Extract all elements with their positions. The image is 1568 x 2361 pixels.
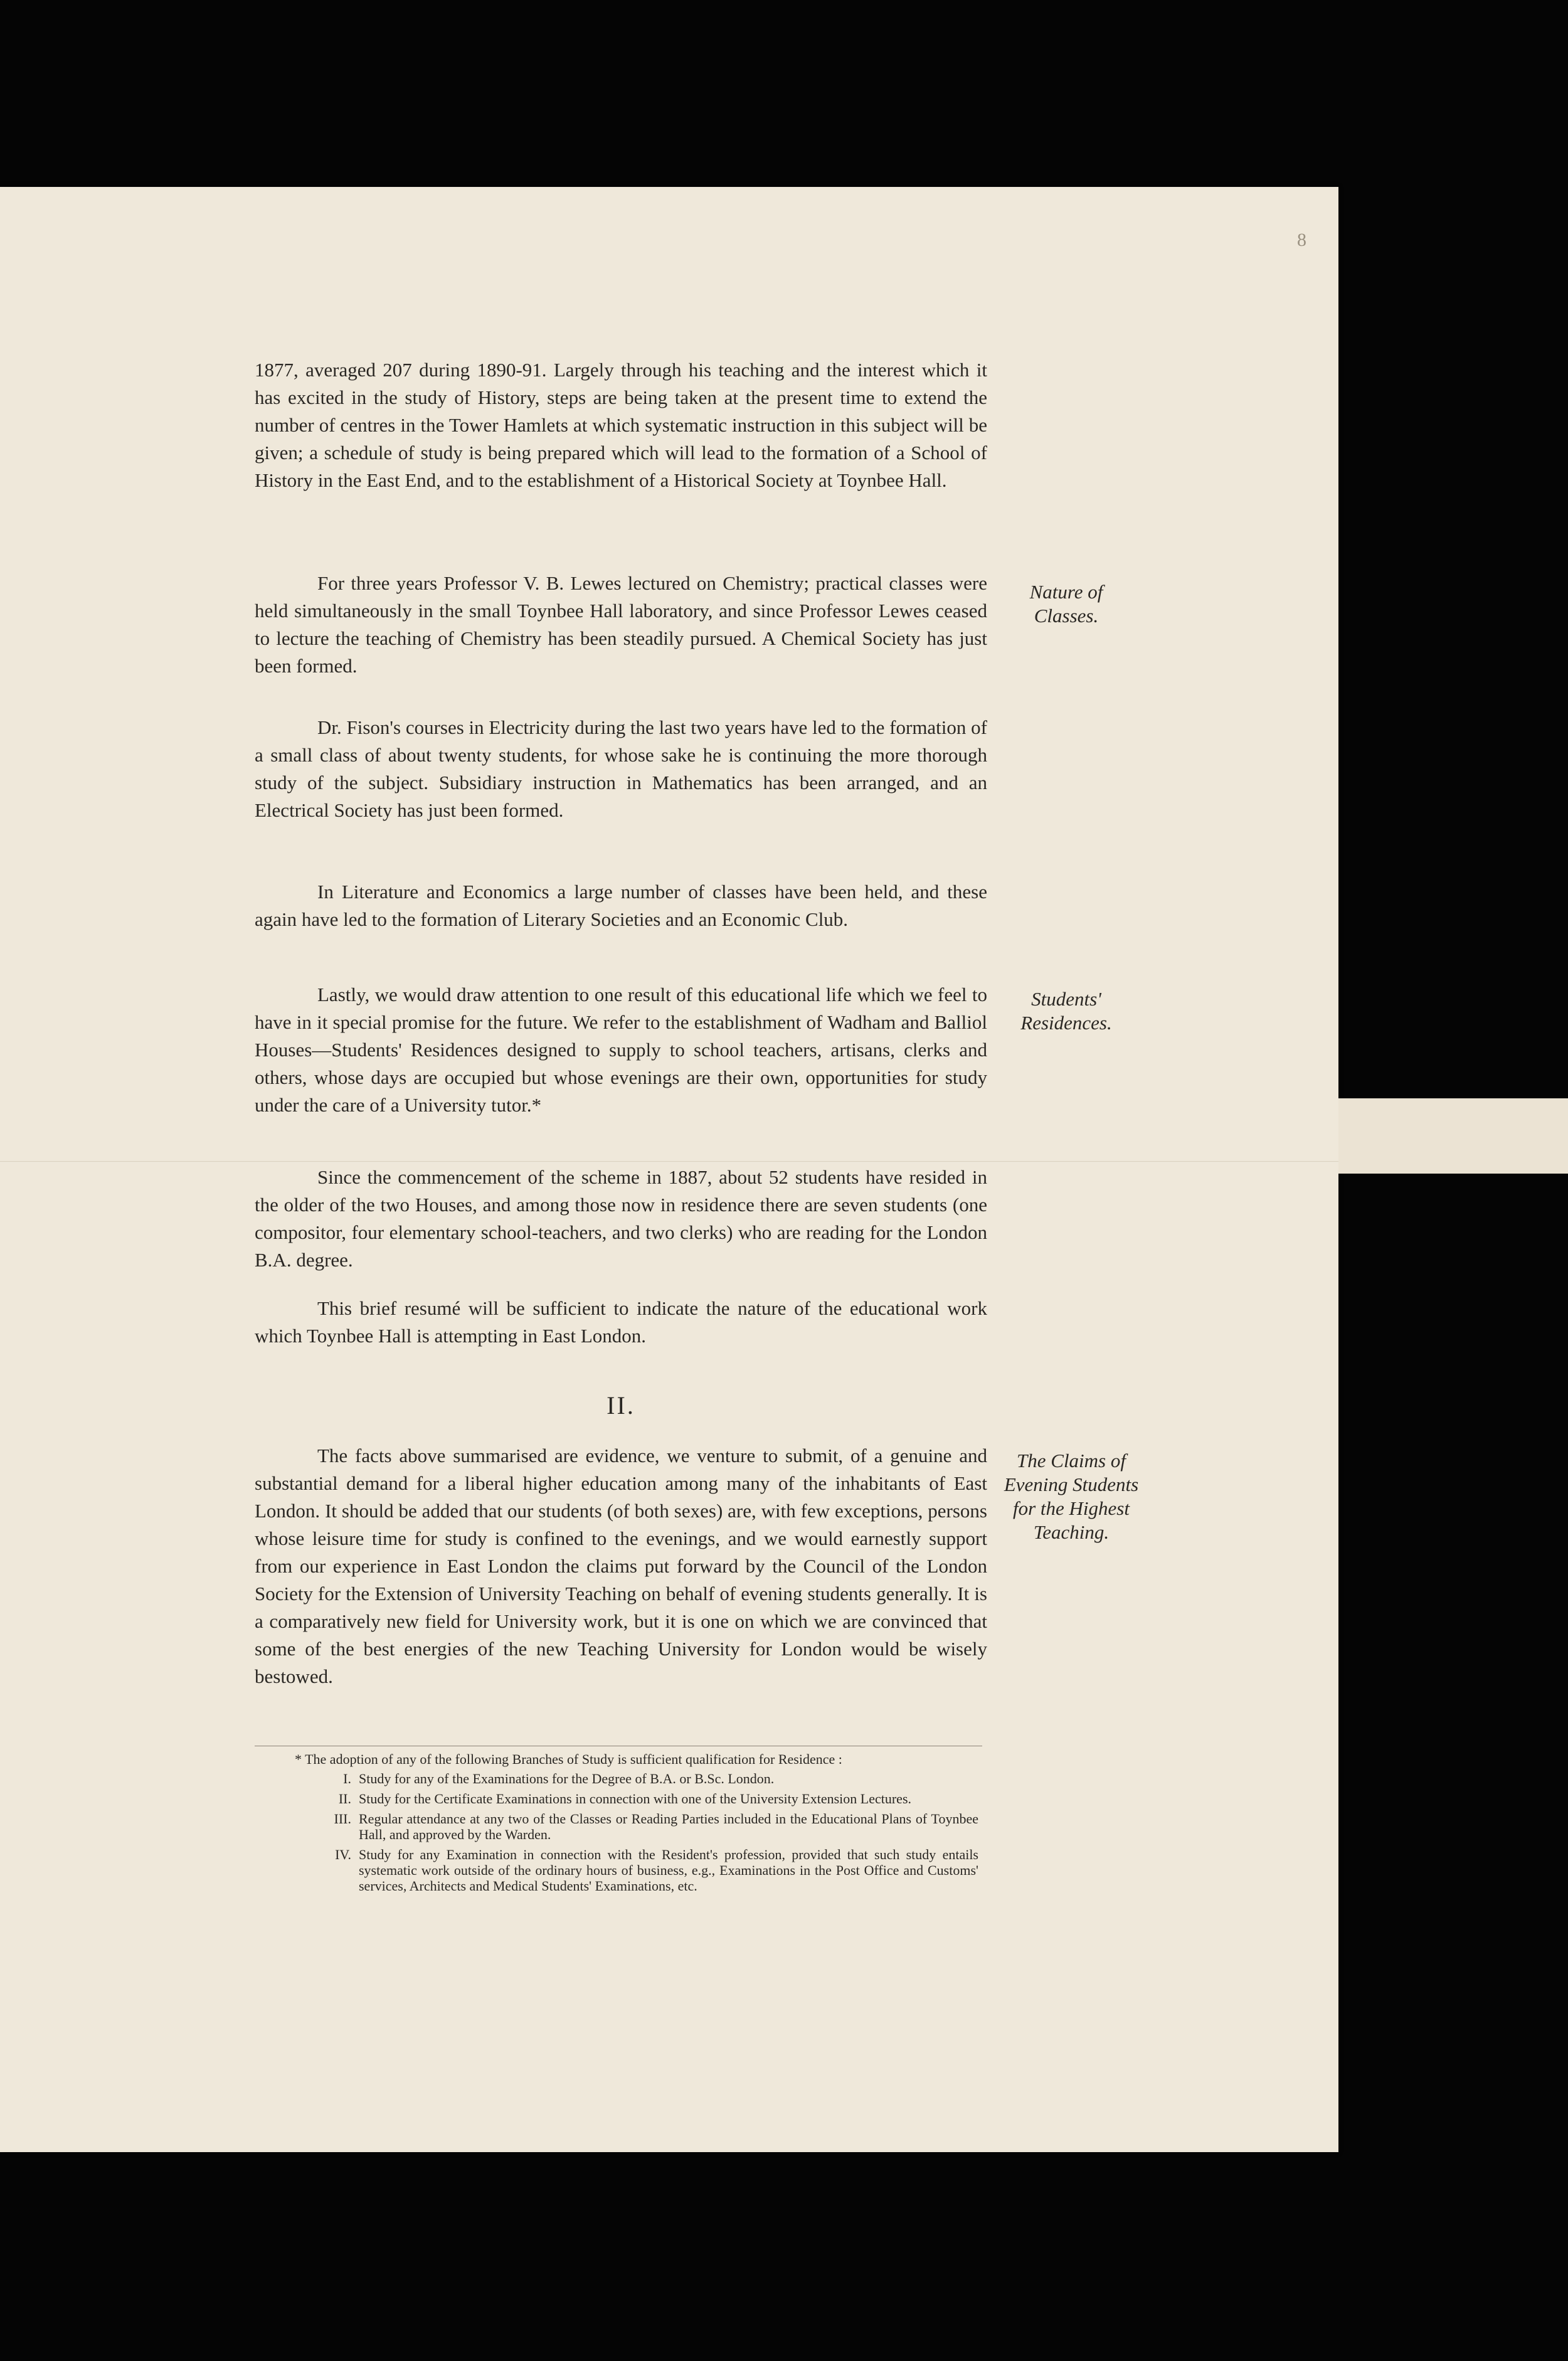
footnote-text: Study for any of the Examinations for the Degree of B.A. or B.Sc. London.	[359, 1771, 775, 1786]
page-edge-tab	[1338, 1098, 1568, 1174]
paragraph-text: In Literature and Economics a large number of classes have been held, and these again have led to the formation of Literary Societies and an Economic Club.	[255, 881, 987, 930]
paragraph-literature	[255, 878, 987, 933]
paragraph-text: 1877, averaged 207 during 1890-91. Largely through his teaching and the interest which it has excited in the study of History, steps are being taken at the present time to extend the number of centres in the Tower Hamlets at which systematic instruction in this subject will be given; a schedule of study is being prepared which will lead to the formation of a School of History in the East End, and to the establishment of a Historical Society at Toynbee Hall.	[255, 359, 987, 491]
footnote-intro: * The adoption of any of the following Branches of Study is sufficient qualification for Residence :	[295, 1751, 842, 1767]
footnote-number: II.	[338, 1791, 351, 1807]
paragraph-text: Dr. Fison's courses in Electricity during the last two years have led to the formation of a small class of about twenty students, for whose sake he is continuing the more thorough study of the subject. Subsidiary instruction in Mathematics has been arranged, and an Electrical Society has just been formed.	[255, 716, 987, 821]
side-note-line: The Claims of	[1017, 1450, 1126, 1472]
footnote-item	[295, 1811, 978, 1842]
footnote-item	[295, 1791, 978, 1807]
footnote-text: Study for any Examination in connection with the Resident's profession, provided that such study entails systematic work outside of the ordinary hours of business, e.g., Examinations in the Post Office and Customs' services, Architects and Medical Students' Examinations, etc.	[359, 1847, 978, 1894]
footnotes	[295, 1751, 978, 1898]
section-heading: II.	[607, 1391, 635, 1419]
paragraph-chemistry	[255, 570, 987, 680]
paragraph-text: For three years Professor V. B. Lewes lectured on Chemistry; practical classes were held simultaneously in the small Toynbee Hall laboratory, and since Professor Lewes ceased to lecture the teaching of Chemistry has been steadily pursued. A Chemical Society has just been formed.	[255, 572, 987, 677]
side-note-line: Residences.	[1020, 1012, 1112, 1034]
page-fold-line	[0, 1161, 1338, 1163]
side-note-line: for the Highest	[1013, 1497, 1130, 1519]
paragraph-residences	[255, 981, 987, 1119]
paragraph-text: This brief resumé will be sufficient to indicate the nature of the educational work which Toynbee Hall is attempting in East London.	[255, 1297, 987, 1347]
footnote-item	[295, 1847, 978, 1894]
footnote-number: IV.	[335, 1847, 351, 1862]
paragraph-text: Lastly, we would draw attention to one result of this educational life which we feel to have in it special promise for the future. We refer to the establishment of Wadham and Balliol Houses—Students' Residences designed to supply to school teachers, artisans, clerks and others, whose days are occupied but whose evenings are their own, opportunities for study under the care of a University tutor.*	[255, 984, 987, 1116]
page-mark: 8	[1297, 230, 1306, 250]
paragraph-resume	[255, 1295, 987, 1350]
side-note-line: Teaching.	[1033, 1521, 1110, 1543]
paragraph-history	[255, 356, 987, 494]
paragraph-electricity	[255, 714, 987, 824]
side-note-line: Students'	[1031, 988, 1101, 1010]
paragraph-text: Since the commencement of the scheme in 1887, about 52 students have resided in the older of the two Houses, and among those now in residence there are seven students (one compositor, four elementary school-teachers, and two clerks) who are reading for the London B.A. degree.	[255, 1166, 987, 1271]
side-note-line: Evening Students	[1004, 1473, 1139, 1495]
paragraph-text: The facts above summarised are evidence, we venture to submit, of a genuine and substantial demand for a liberal higher education among many of the inhabitants of East London. It should be added that our students (of both sexes) are, with few exceptions, persons whose leisure time for study is confined to the evenings, and we would earnestly support from our experience in East London the claims put forward by the Council of the London Society for the Extension of University Teaching on behalf of evening students generally. It is a comparatively new field for University work, but it is one on which we are convinced that some of the best energies of the new Teaching University for London would be wisely bestowed.	[255, 1445, 987, 1687]
footnote-text: Study for the Certificate Examinations in connection with one of the University Extension Lectures.	[359, 1791, 911, 1807]
side-note-nature	[1004, 580, 1129, 628]
side-note-residences	[1004, 987, 1129, 1035]
footnote-item	[295, 1771, 978, 1786]
paragraph-students-resided	[255, 1164, 987, 1274]
footnote-number: III.	[334, 1811, 351, 1827]
paragraph-claims	[255, 1442, 987, 1690]
side-note-line: Classes.	[1034, 605, 1099, 627]
side-note-line: Nature of	[1029, 581, 1103, 603]
footnote-number: I.	[343, 1771, 351, 1786]
side-note-claims	[990, 1449, 1153, 1544]
footnote-text: Regular attendance at any two of the Classes or Reading Parties included in the Educational Plans of Toynbee Hall, and approved by the Warden.	[359, 1811, 978, 1842]
